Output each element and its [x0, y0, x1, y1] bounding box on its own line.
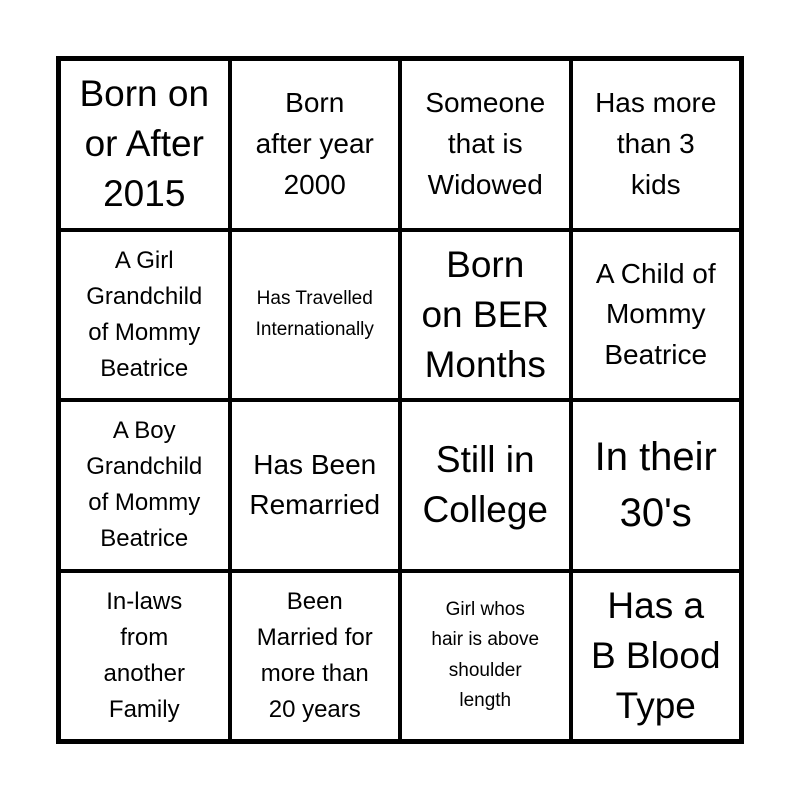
bingo-cell-r1c1[interactable]: Born on or After 2015	[59, 59, 230, 230]
bingo-cell-r2c3[interactable]: Born on BER Months	[400, 230, 571, 401]
bingo-cell-r4c2[interactable]: Been Married for more than 20 years	[230, 571, 401, 742]
bingo-cell-r1c3[interactable]: Someone that is Widowed	[400, 59, 571, 230]
bingo-cell-r1c2[interactable]: Born after year 2000	[230, 59, 401, 230]
bingo-cell-r4c1[interactable]: In-laws from another Family	[59, 571, 230, 742]
bingo-card	[56, 56, 744, 744]
bingo-cell-r2c2[interactable]: Has Travelled Internationally	[230, 230, 401, 401]
bingo-cell-r4c4[interactable]: Has a B Blood Type	[571, 571, 742, 742]
bingo-cell-r2c1[interactable]: A Girl Grandchild of Mommy Beatrice	[59, 230, 230, 401]
bingo-cell-r3c2[interactable]: Has Been Remarried	[230, 400, 401, 571]
bingo-cell-r2c4[interactable]: A Child of Mommy Beatrice	[571, 230, 742, 401]
bingo-cell-r3c3[interactable]: Still in College	[400, 400, 571, 571]
bingo-cell-r3c1[interactable]: A Boy Grandchild of Mommy Beatrice	[59, 400, 230, 571]
bingo-cell-r3c4[interactable]: In their 30's	[571, 400, 742, 571]
bingo-cell-r4c3[interactable]: Girl whos hair is above shoulder length	[400, 571, 571, 742]
bingo-cell-r1c4[interactable]: Has more than 3 kids	[571, 59, 742, 230]
